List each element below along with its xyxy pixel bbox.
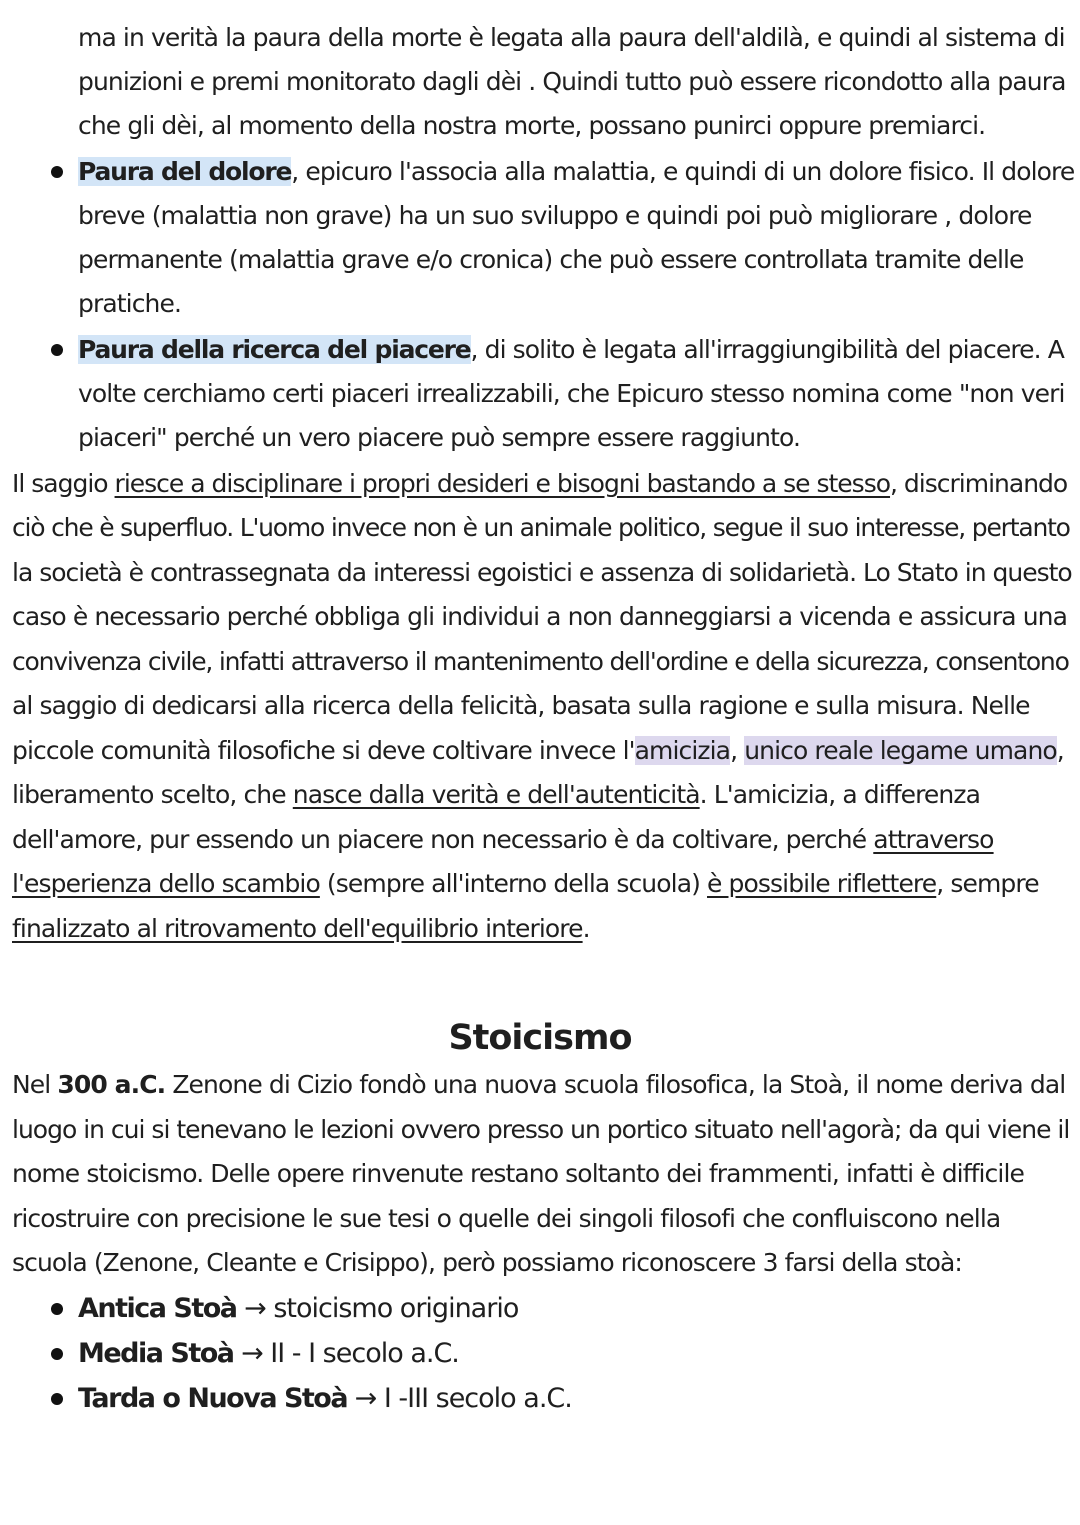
phase-name: Media Stoà xyxy=(78,1338,234,1369)
paragraph-line-1 xyxy=(12,462,1067,506)
paragraph-line-8 xyxy=(12,773,980,817)
highlight-amicizia: amicizia xyxy=(634,736,731,765)
section-title: Stoicismo xyxy=(448,1018,632,1058)
stoicismo-line-3: nome stoicismo. Delle opere rinvenute restano soltanto dei frammenti, infatti è difficile xyxy=(12,1159,1024,1188)
paragraph-line-2: ciò che è superfluo. L'uomo invece non è un animale politico, segue il suo interesse, pertanto xyxy=(12,513,1070,542)
text-span: . xyxy=(582,914,590,943)
paragraph-line-9 xyxy=(12,818,994,862)
paragraph-line-6: al saggio di dedicarsi alla ricerca della felicità, basata sulla ragione e sulla misura. Nelle xyxy=(12,691,1030,720)
phase-desc: → stoicismo originario xyxy=(236,1293,519,1324)
paragraph-line-7 xyxy=(12,729,1064,773)
text-span: , discriminando xyxy=(890,469,1068,498)
phase-item xyxy=(78,1287,518,1331)
intro-line-2: punizioni e premi monitorato dagli dèi . Quindi tutto può essere ricondotto alla paura xyxy=(78,67,1066,96)
bullet-dot xyxy=(51,1393,63,1405)
phase-desc: → II - I secolo a.C. xyxy=(233,1338,459,1369)
text-span: , xyxy=(730,736,745,765)
underlined-text: l'esperienza dello scambio xyxy=(12,869,320,898)
text-span: , xyxy=(1056,736,1064,765)
paragraph-line-5: convivenza civile, infatti attraverso il mantenimento dell'ordine e della sicurezza, consentono xyxy=(12,647,1069,676)
underlined-text: è possibile riflettere xyxy=(707,869,937,898)
paragraph-line-11 xyxy=(12,907,590,951)
stoicismo-line-1 xyxy=(12,1063,1065,1107)
piacere-line-1 xyxy=(78,328,1064,372)
dolore-line-1-rest: , epicuro l'associa alla malattia, e quindi di un dolore fisico. Il dolore xyxy=(291,157,1075,186)
underlined-text: attraverso xyxy=(873,825,994,854)
bold-date: 300 a.C. xyxy=(57,1070,166,1099)
phase-name: Tarda o Nuova Stoà xyxy=(78,1383,348,1414)
paragraph-line-10 xyxy=(12,862,1039,906)
piacere-line-3: piaceri" perché un vero piacere può sempre essere raggiunto. xyxy=(78,423,801,452)
underlined-text: finalizzato al ritrovamento dell'equilibrio interiore xyxy=(12,914,583,943)
text-span: , sempre xyxy=(936,869,1039,898)
bullet-dot xyxy=(51,344,63,356)
text-span: Il saggio xyxy=(12,469,115,498)
phase-name: Antica Stoà xyxy=(78,1293,237,1324)
phase-desc: → I -III secolo a.C. xyxy=(347,1383,572,1414)
stoicismo-line-2: luogo in cui si tenevano le lezioni ovvero presso un portico situato nell'agorà; da qui viene il xyxy=(12,1115,1070,1144)
text-span: (sempre all'interno della scuola) xyxy=(319,869,708,898)
text-span: piccole comunità filosofiche si deve coltivare invece l' xyxy=(12,736,635,765)
bullet-dot xyxy=(51,166,63,178)
underlined-text: nasce dalla verità e dell'autenticità xyxy=(292,780,700,809)
piacere-line-2: volte cerchiamo certi piaceri irrealizzabili, che Epicuro stesso nomina come "non veri xyxy=(78,379,1065,408)
phase-item xyxy=(78,1377,572,1421)
dolore-line-3: permanente (malattia grave e/o cronica) che può essere controllata tramite delle xyxy=(78,245,1024,274)
bullet-dot xyxy=(51,1303,63,1315)
text-span: Nel xyxy=(12,1070,58,1099)
dolore-line-2: breve (malattia non grave) ha un suo sviluppo e quindi poi può migliorare , dolore xyxy=(78,201,1032,230)
phase-item xyxy=(78,1332,459,1376)
piacere-term: Paura della ricerca del piacere xyxy=(78,335,471,364)
paragraph-line-4: caso è necessario perché obbliga gli individui a non danneggiarsi a vicenda e assicura una xyxy=(12,602,1068,631)
text-span: liberamento scelto, che xyxy=(12,780,293,809)
stoicismo-line-5: scuola (Zenone, Cleante e Crisippo), però possiamo riconoscere 3 farsi della stoà: xyxy=(12,1248,962,1277)
highlight-legame: unico reale legame umano xyxy=(744,736,1057,765)
stoicismo-line-4: ricostruire con precisione le sue tesi o quelle dei singoli filosofi che confluiscono nella xyxy=(12,1204,1001,1233)
bullet-dot xyxy=(51,1348,63,1360)
dolore-line-1 xyxy=(78,150,1074,194)
intro-line-1: ma in verità la paura della morte è legata alla paura dell'aldilà, e quindi al sistema di xyxy=(78,23,1065,52)
piacere-line-1-rest: , di solito è legata all'irraggiungibilità del piacere. A xyxy=(470,335,1064,364)
intro-line-3: che gli dèi, al momento della nostra morte, possano punirci oppure premiarci. xyxy=(78,111,986,140)
text-span: Zenone di Cizio fondò una nuova scuola filosofica, la Stoà, il nome deriva dal xyxy=(165,1070,1066,1099)
underlined-text: riesce a disciplinare i propri desideri e bisogni bastando a se stesso xyxy=(114,469,891,498)
dolore-term: Paura del dolore xyxy=(78,157,292,186)
paragraph-line-3: la società è contrassegnata da interessi egoistici e assenza di solidarietà. Lo Stato in questo xyxy=(12,558,1072,587)
text-span: dell'amore, pur essendo un piacere non necessario è da coltivare, perché xyxy=(12,825,874,854)
text-span: . L'amicizia, a differenza xyxy=(699,780,981,809)
dolore-line-4: pratiche. xyxy=(78,289,182,318)
